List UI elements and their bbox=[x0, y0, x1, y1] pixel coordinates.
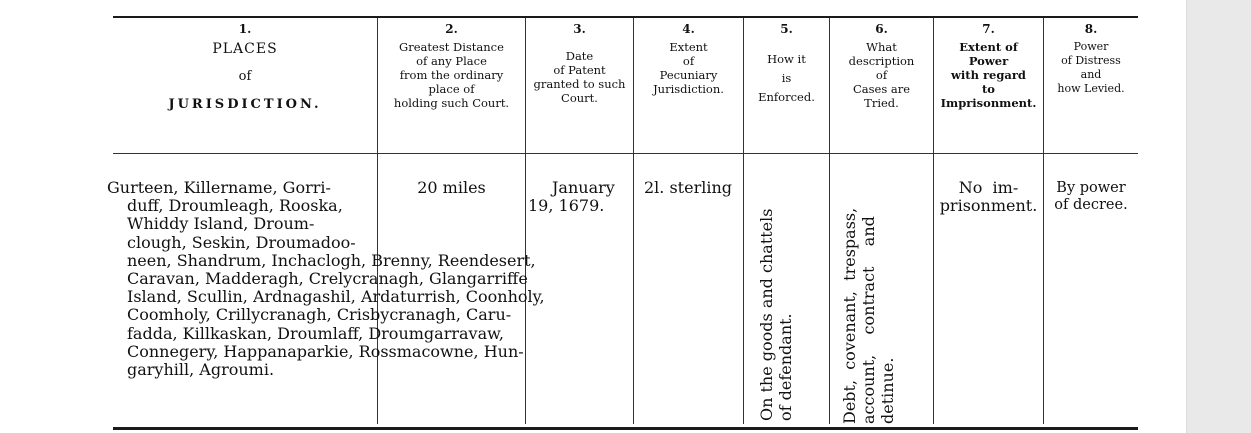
cases-line: account, contract and bbox=[859, 216, 878, 424]
cases-line: detinue. bbox=[878, 357, 897, 424]
header-line: Extent of bbox=[959, 40, 1018, 54]
header-number: 4. bbox=[682, 22, 695, 36]
date-cell bbox=[528, 178, 615, 215]
header-distress bbox=[1044, 22, 1138, 96]
header-line: of bbox=[238, 69, 252, 84]
enforced-line: of defendant. bbox=[776, 313, 795, 421]
header-cases bbox=[830, 22, 933, 110]
header-line: of Patent bbox=[553, 63, 606, 77]
scrollbar[interactable] bbox=[1186, 0, 1251, 433]
places-line: clough, Seskin, Droumadoo- bbox=[127, 232, 356, 252]
enforced-line: On the goods and chattels bbox=[757, 208, 776, 421]
header-line: Enforced. bbox=[758, 90, 815, 104]
header-line: PLACES bbox=[212, 41, 278, 57]
header-line: Power bbox=[1073, 40, 1109, 53]
header-imprisonment bbox=[934, 22, 1043, 110]
header-number: 6. bbox=[875, 22, 888, 36]
header-line: how Levied. bbox=[1057, 82, 1125, 95]
header-pecuniary bbox=[634, 22, 743, 96]
pecuniary-value: 2l. sterling bbox=[644, 178, 733, 197]
top-rule bbox=[113, 16, 1138, 18]
imprisonment-cell bbox=[934, 179, 1043, 215]
places-line: garyhill, Agroumi. bbox=[127, 360, 275, 380]
header-number: 7. bbox=[982, 22, 995, 36]
places-line: neen, Shandrum, Inchaclogh, Brenny, Reendesert, bbox=[127, 250, 536, 270]
date-line: 19, 1679. bbox=[528, 196, 605, 215]
places-line: fadda, Killkaskan, Droumlaff, Droumgarravaw, bbox=[127, 323, 504, 343]
header-line: of bbox=[682, 54, 695, 68]
header-number: 2. bbox=[445, 22, 458, 36]
header-line: Imprisonment. bbox=[940, 96, 1037, 110]
places-line: Gurteen, Killername, Gorri- bbox=[107, 178, 331, 197]
header-line: Jurisdiction. bbox=[653, 82, 724, 96]
places-cell bbox=[107, 179, 577, 379]
distress-cell bbox=[1044, 180, 1138, 214]
header-line: Greatest Distance bbox=[399, 40, 504, 54]
header-line: Court. bbox=[561, 91, 598, 105]
header-date bbox=[526, 22, 633, 105]
header-line: description bbox=[848, 54, 915, 68]
places-line: Connegery, Happanaparkie, Rossmacowne, Hun- bbox=[127, 341, 524, 361]
enforced-cell bbox=[757, 209, 795, 421]
header-line: of Distress bbox=[1061, 54, 1121, 67]
bottom-rule bbox=[113, 427, 1138, 430]
header-line: place of bbox=[428, 82, 475, 96]
places-line: Whiddy Island, Droum- bbox=[127, 214, 315, 234]
header-line: granted to such bbox=[533, 77, 626, 91]
places-line: Island, Scullin, Ardnagashil, Ardaturrish, Coonholy, bbox=[127, 287, 545, 307]
distress-line: of decree. bbox=[1054, 197, 1128, 213]
header-line: Extent bbox=[669, 40, 708, 54]
header-line: Power bbox=[968, 54, 1009, 68]
header-line: How it bbox=[767, 52, 806, 66]
header-distance bbox=[378, 22, 525, 110]
header-number: 1. bbox=[238, 22, 252, 36]
places-line: Coomholy, Crillycranagh, Crisbycranagh, Caru- bbox=[127, 305, 512, 325]
header-line: is bbox=[781, 71, 792, 85]
places-line: duff, Droumleagh, Rooska, bbox=[127, 196, 343, 216]
distress-line: By power bbox=[1056, 180, 1126, 196]
header-number: 5. bbox=[780, 22, 793, 36]
header-number: 8. bbox=[1084, 22, 1098, 36]
header-line: holding such Court. bbox=[393, 96, 510, 110]
distance-value: 20 miles bbox=[417, 178, 486, 197]
header-line: to bbox=[982, 82, 995, 96]
places-line: Caravan, Madderagh, Crelycranagh, Glangarriffe bbox=[127, 269, 528, 289]
header-line: of bbox=[875, 68, 888, 82]
header-rule bbox=[113, 153, 1138, 154]
header-line: and bbox=[1080, 68, 1102, 81]
header-line: Date bbox=[565, 49, 594, 63]
header-line: Tried. bbox=[864, 96, 899, 110]
header-line: Cases are bbox=[852, 82, 911, 96]
header-line: Pecuniary bbox=[659, 68, 718, 82]
imprisonment-line: prisonment. bbox=[939, 196, 1038, 215]
cases-line: Debt, covenant, trespass, bbox=[840, 207, 859, 424]
cases-cell bbox=[840, 208, 897, 424]
date-line: January bbox=[552, 178, 615, 197]
imprisonment-line: No im- bbox=[958, 178, 1019, 197]
header-line: JURISDICTION. bbox=[168, 97, 322, 112]
header-places bbox=[113, 22, 377, 112]
pecuniary-cell bbox=[644, 179, 732, 197]
header-line: with regard bbox=[951, 68, 1026, 82]
header-number: 3. bbox=[573, 22, 586, 36]
header-line: What bbox=[866, 40, 897, 54]
header-line: of any Place bbox=[416, 54, 487, 68]
distance-cell bbox=[378, 179, 525, 197]
header-enforced bbox=[744, 22, 829, 104]
header-line: from the ordinary bbox=[399, 68, 504, 82]
